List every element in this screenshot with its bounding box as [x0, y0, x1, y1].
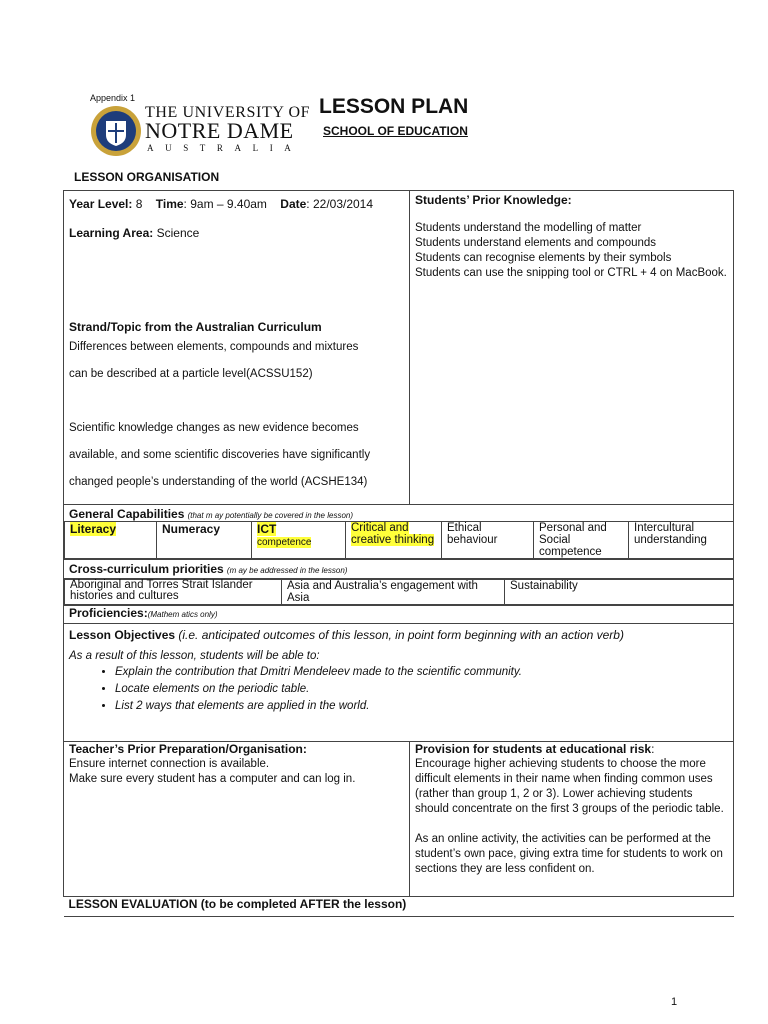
preparation-label: Teacher’s Prior Preparation/Organisation: [69, 742, 307, 756]
university-crest-icon [90, 104, 142, 158]
capability-ethical: Ethical behaviour [442, 522, 534, 559]
appendix-label: Appendix 1 [90, 93, 136, 103]
objectives-label: Lesson Objectives [69, 628, 176, 642]
provision-label: Provision for students at educational risk [415, 742, 652, 756]
objective-item: • Explain the contribution that Dmitri Mendeleev made to the scientific community. [115, 664, 728, 681]
section-title: LESSON ORGANISATION [74, 170, 220, 184]
prior-knowledge-item: Students understand the modelling of matter [415, 222, 642, 234]
capability-numeracy: Numeracy [162, 522, 221, 536]
year-level-label: Year Level: [69, 197, 133, 211]
provision-colon: : [651, 742, 655, 756]
priority-aboriginal: Aboriginal and Torres Strait Islander histories and cultures [65, 580, 282, 605]
evaluation-cell: LESSON EVALUATION (to be completed AFTER the lesson) [64, 897, 734, 917]
prior-knowledge-item: Students can use the snipping tool or CTRL + 4 on MacBook. [415, 267, 727, 279]
objective-item: • Locate elements on the periodic table. [115, 681, 728, 698]
strand-text-2b: available, and some scientific discoveries have significantly [69, 449, 371, 461]
prior-knowledge-item: Students can recognise elements by their symbols [415, 252, 672, 264]
cross-curriculum-cell [64, 560, 734, 606]
preparation-cell [64, 742, 410, 897]
cross-curriculum-grid [64, 579, 733, 605]
strand-text-1b: can be described at a particle level(ACSSU152) [69, 368, 313, 380]
time-label: Time [155, 197, 184, 211]
page-title: LESSON PLAN [319, 95, 469, 118]
proficiencies-note: (Mathem atics only) [147, 610, 218, 619]
organisation-cell [64, 191, 410, 505]
proficiencies-label: Proficiencies: [69, 606, 148, 620]
capabilities-grid [64, 521, 733, 559]
capability-intercultural: Intercultural understanding [629, 522, 734, 559]
university-line2: NOTRE DAME [145, 118, 294, 143]
year-level-value: 8 [135, 197, 143, 211]
provision-para2: As an online activity, the activities can be performed at the student’s own pace, giving extra time for students to work on sections they are less confident on. [415, 833, 723, 875]
objectives-note: (i.e. anticipated outcomes of this lesson, in point form beginning with an action verb) [178, 628, 624, 642]
strand-text-1a: Differences between elements, compounds and mixtures [69, 341, 359, 353]
proficiencies-cell [64, 606, 734, 624]
capability-literacy: Literacy [70, 522, 117, 536]
strand-text-2c: changed people’s understanding of the world (ACSHE134) [69, 476, 368, 488]
date-label: Date [280, 197, 307, 211]
capabilities-note: (that m ay potentially be covered in the lesson) [187, 511, 354, 520]
priority-asia: Asia and Australia’s engagement with Asia [282, 580, 505, 605]
preparation-line: Make sure every student has a computer and can log in. [69, 773, 356, 785]
capability-critical-thinking: Critical and creative thinking [351, 522, 435, 546]
provision-para1: Encourage higher achieving students to choose the more difficult elements in their name when finding common uses (rather than group 1, 2 or 3). Lower achieving students should concentrate on the first 3 groups of the periodic table. [415, 758, 724, 815]
prior-knowledge-item: Students understand elements and compounds [415, 237, 657, 249]
capability-ict-competence: competence [257, 537, 312, 548]
date-value: : 22/03/2014 [306, 197, 374, 211]
cross-curriculum-label: Cross-curriculum priorities [69, 562, 224, 576]
cross-curriculum-note: (m ay be addressed in the lesson) [226, 566, 348, 575]
lesson-plan-table [63, 190, 734, 917]
priority-sustainability: Sustainability [505, 580, 734, 605]
page-number: 1 [671, 996, 678, 1008]
objective-item: • List 2 ways that elements are applied in the world. [115, 698, 728, 715]
prior-knowledge-label: Students’ Prior Knowledge: [415, 193, 572, 207]
preparation-line: Ensure internet connection is available. [69, 758, 270, 770]
strand-text-2a: Scientific knowledge changes as new evidence becomes [69, 422, 359, 434]
time-value: : 9am – 9.40am [183, 197, 267, 211]
objectives-list [69, 664, 728, 715]
provision-cell [410, 742, 734, 897]
capability-ict: ICT [257, 522, 277, 536]
university-line1: THE UNIVERSITY OF [145, 104, 311, 121]
capability-personal-social: Personal and Social competence [534, 522, 629, 559]
strand-label: Strand/Topic from the Australian Curriculum [69, 320, 322, 334]
learning-area-value: Science [156, 226, 200, 240]
capabilities-label: General Capabilities [69, 507, 185, 521]
learning-area-label: Learning Area: [69, 226, 154, 240]
prior-knowledge-cell [410, 191, 734, 505]
university-line3: AUSTRALIA [147, 143, 303, 153]
objectives-intro: As a result of this lesson, students will be able to: [69, 650, 320, 662]
page-subtitle: SCHOOL OF EDUCATION [323, 124, 468, 138]
capabilities-cell [64, 505, 734, 560]
objectives-cell [64, 624, 734, 742]
